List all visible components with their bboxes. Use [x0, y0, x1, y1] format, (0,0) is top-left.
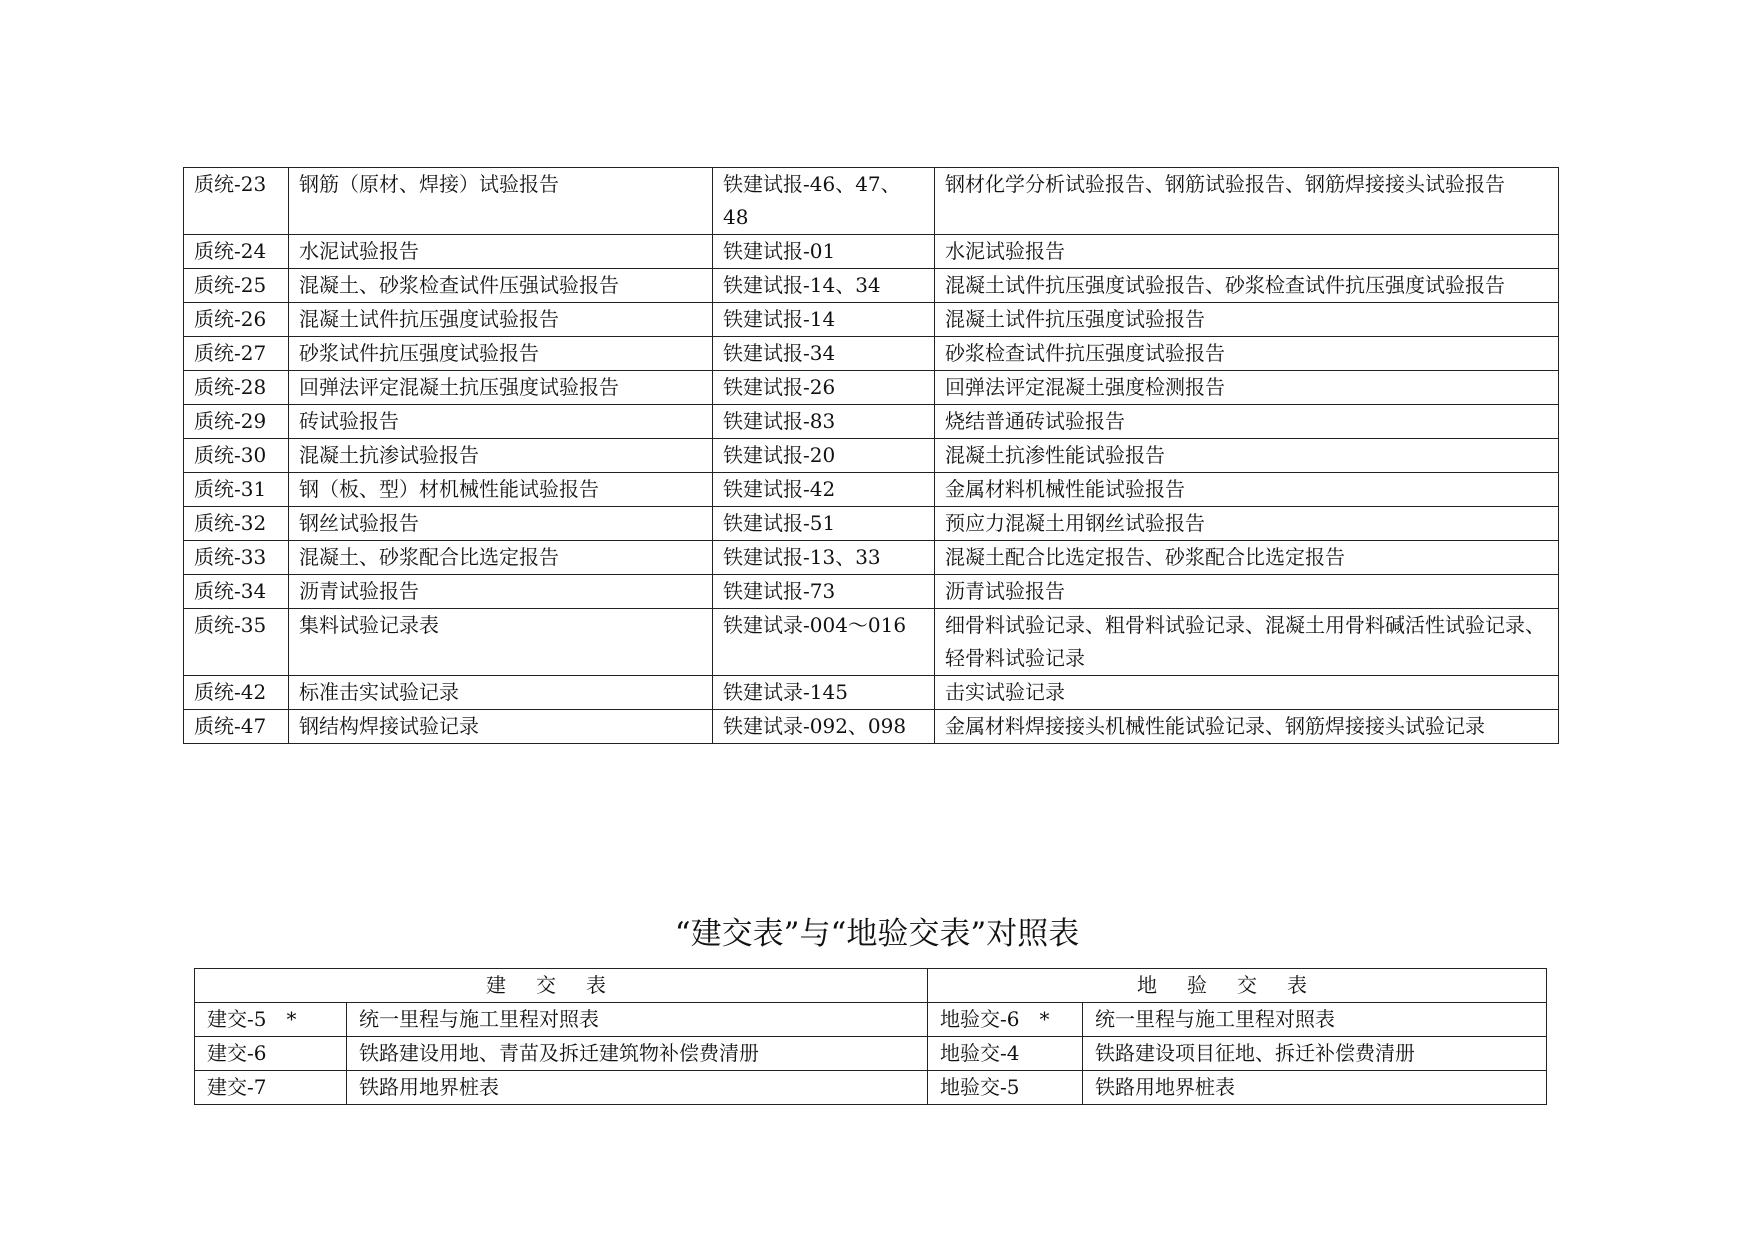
ref-cell: 铁建试录-145 — [713, 676, 935, 710]
code-cell: 质统-34 — [184, 575, 289, 609]
table-row — [184, 235, 1559, 269]
jianjiao-code-cell: 建交-5 * — [195, 1003, 347, 1037]
name-cell: 砖试验报告 — [289, 405, 713, 439]
code-cell: 质统-28 — [184, 371, 289, 405]
code-cell: 质统-26 — [184, 303, 289, 337]
desc-cell: 水泥试验报告 — [935, 235, 1559, 269]
diyanjiao-name-cell: 统一里程与施工里程对照表 — [1083, 1003, 1547, 1037]
jianjiao-name-cell: 铁路用地界桩表 — [347, 1071, 928, 1105]
table-row — [195, 1003, 1547, 1037]
ref-cell: 铁建试报-01 — [713, 235, 935, 269]
ref-cell: 铁建试报-13、33 — [713, 541, 935, 575]
name-cell: 集料试验记录表 — [289, 609, 713, 676]
table-row — [184, 439, 1559, 473]
name-cell: 混凝土、砂浆配合比选定报告 — [289, 541, 713, 575]
name-cell: 钢（板、型）材机械性能试验报告 — [289, 473, 713, 507]
table-row — [184, 710, 1559, 744]
name-cell: 混凝土试件抗压强度试验报告 — [289, 303, 713, 337]
ref-cell: 铁建试报-26 — [713, 371, 935, 405]
ref-cell: 铁建试录-004～016 — [713, 609, 935, 676]
table-row — [184, 371, 1559, 405]
code-cell: 质统-23 — [184, 168, 289, 235]
table-row — [184, 507, 1559, 541]
table-row — [184, 575, 1559, 609]
desc-cell: 砂浆检查试件抗压强度试验报告 — [935, 337, 1559, 371]
name-cell: 钢丝试验报告 — [289, 507, 713, 541]
code-cell: 质统-35 — [184, 609, 289, 676]
table-row — [184, 676, 1559, 710]
code-cell: 质统-42 — [184, 676, 289, 710]
diyanjiao-code-cell: 地验交-5 — [928, 1071, 1083, 1105]
name-cell: 混凝土、砂浆检查试件压强试验报告 — [289, 269, 713, 303]
comparison-table-title: “建交表”与“地验交表”对照表 — [674, 916, 1080, 952]
comparison-header-row — [195, 969, 1547, 1003]
name-cell: 砂浆试件抗压强度试验报告 — [289, 337, 713, 371]
jianjiao-name-cell: 统一里程与施工里程对照表 — [347, 1003, 928, 1037]
desc-cell: 预应力混凝土用钢丝试验报告 — [935, 507, 1559, 541]
code-cell: 质统-25 — [184, 269, 289, 303]
table-row — [184, 405, 1559, 439]
comparison-table — [194, 968, 1547, 1105]
ref-cell: 铁建试报-46、47、48 — [713, 168, 935, 235]
desc-cell: 金属材料焊接接头机械性能试验记录、钢筋焊接接头试验记录 — [935, 710, 1559, 744]
table-row — [184, 168, 1559, 235]
ref-cell: 铁建试报-20 — [713, 439, 935, 473]
ref-cell: 铁建试报-14、34 — [713, 269, 935, 303]
name-cell: 水泥试验报告 — [289, 235, 713, 269]
desc-cell: 钢材化学分析试验报告、钢筋试验报告、钢筋焊接接头试验报告 — [935, 168, 1559, 235]
desc-cell: 细骨料试验记录、粗骨料试验记录、混凝土用骨料碱活性试验记录、轻骨料试验记录 — [935, 609, 1559, 676]
name-cell: 标准击实试验记录 — [289, 676, 713, 710]
code-cell: 质统-24 — [184, 235, 289, 269]
table-row — [184, 337, 1559, 371]
code-cell: 质统-32 — [184, 507, 289, 541]
desc-cell: 沥青试验报告 — [935, 575, 1559, 609]
jianjiao-code-cell: 建交-7 — [195, 1071, 347, 1105]
table-row — [195, 1037, 1547, 1071]
table-row — [184, 609, 1559, 676]
comparison-table-body — [195, 969, 1547, 1105]
header-diyanjiao: 地验交表 — [928, 969, 1547, 1003]
ref-cell: 铁建试报-83 — [713, 405, 935, 439]
ref-cell: 铁建试报-51 — [713, 507, 935, 541]
diyanjiao-name-cell: 铁路用地界桩表 — [1083, 1071, 1547, 1105]
ref-cell: 铁建试报-34 — [713, 337, 935, 371]
table-row — [184, 303, 1559, 337]
desc-cell: 烧结普通砖试验报告 — [935, 405, 1559, 439]
ref-cell: 铁建试报-73 — [713, 575, 935, 609]
ref-cell: 铁建试报-42 — [713, 473, 935, 507]
diyanjiao-code-cell: 地验交-4 — [928, 1037, 1083, 1071]
jianjiao-name-cell: 铁路建设用地、青苗及拆迁建筑物补偿费清册 — [347, 1037, 928, 1071]
name-cell: 混凝土抗渗试验报告 — [289, 439, 713, 473]
jianjiao-code-cell: 建交-6 — [195, 1037, 347, 1071]
table-row — [184, 269, 1559, 303]
table-row — [184, 541, 1559, 575]
desc-cell: 金属材料机械性能试验报告 — [935, 473, 1559, 507]
code-cell: 质统-31 — [184, 473, 289, 507]
desc-cell: 混凝土配合比选定报告、砂浆配合比选定报告 — [935, 541, 1559, 575]
name-cell: 回弹法评定混凝土抗压强度试验报告 — [289, 371, 713, 405]
name-cell: 钢筋（原材、焊接）试验报告 — [289, 168, 713, 235]
code-cell: 质统-33 — [184, 541, 289, 575]
desc-cell: 混凝土试件抗压强度试验报告、砂浆检查试件抗压强度试验报告 — [935, 269, 1559, 303]
quality-report-table — [183, 167, 1559, 744]
desc-cell: 混凝土抗渗性能试验报告 — [935, 439, 1559, 473]
header-jianjiao: 建交表 — [195, 969, 928, 1003]
code-cell: 质统-29 — [184, 405, 289, 439]
ref-cell: 铁建试报-14 — [713, 303, 935, 337]
desc-cell: 击实试验记录 — [935, 676, 1559, 710]
diyanjiao-name-cell: 铁路建设项目征地、拆迁补偿费清册 — [1083, 1037, 1547, 1071]
code-cell: 质统-27 — [184, 337, 289, 371]
quality-report-table-body — [184, 168, 1559, 744]
name-cell: 钢结构焊接试验记录 — [289, 710, 713, 744]
name-cell: 沥青试验报告 — [289, 575, 713, 609]
ref-cell: 铁建试录-092、098 — [713, 710, 935, 744]
diyanjiao-code-cell: 地验交-6 * — [928, 1003, 1083, 1037]
table-row — [195, 1071, 1547, 1105]
desc-cell: 混凝土试件抗压强度试验报告 — [935, 303, 1559, 337]
desc-cell: 回弹法评定混凝土强度检测报告 — [935, 371, 1559, 405]
code-cell: 质统-47 — [184, 710, 289, 744]
code-cell: 质统-30 — [184, 439, 289, 473]
table-row — [184, 473, 1559, 507]
